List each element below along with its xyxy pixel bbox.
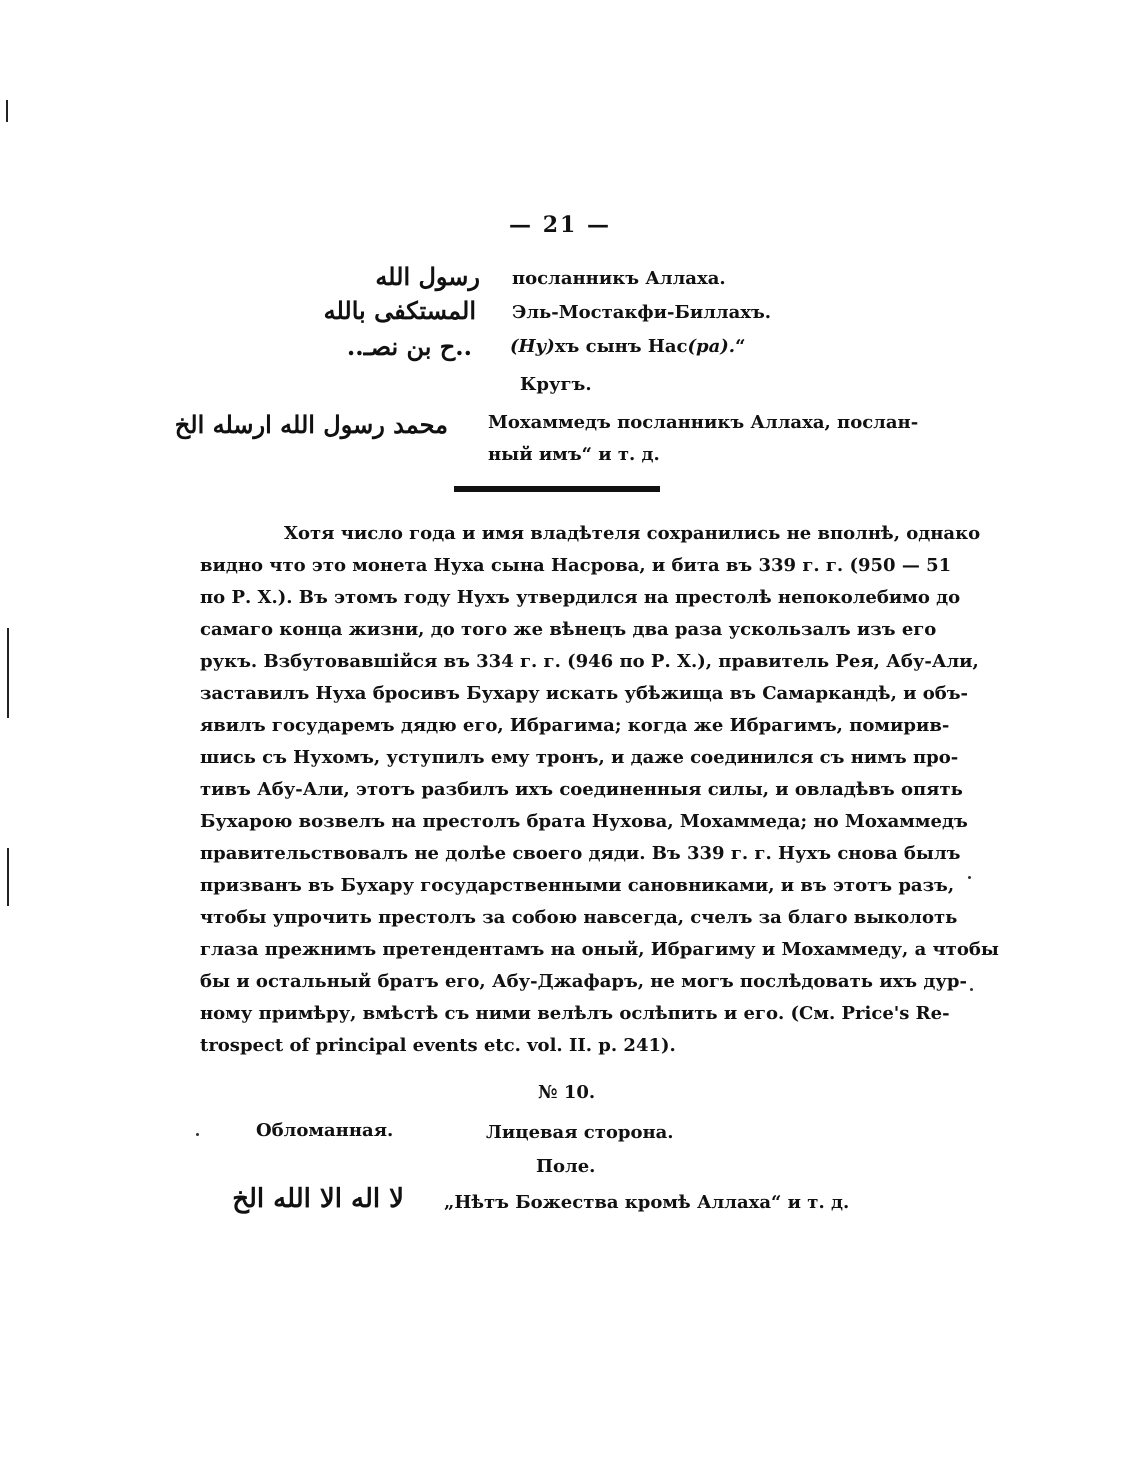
paragraph-line: правительствовалъ не долѣе своего дяди. Въ 339 г. г. Нухъ снова былъ [200,843,961,864]
paragraph-line: призванъ въ Бухару государственными сановниками, и въ этотъ разъ, [200,875,955,896]
scan-edge-mark [7,848,9,906]
field-heading: Поле. [536,1156,596,1177]
paragraph-line: тивъ Абу-Али, этотъ разбилъ ихъ соединенныя силы, и овладѣвъ опять [200,779,963,800]
scan-speck [970,988,973,991]
coin-number: № 10. [538,1082,596,1103]
section-divider [454,486,660,492]
translation-line: Эль-Мостакфи-Биллахъ. [512,302,772,323]
paragraph-line: шись съ Нухомъ, уступилъ ему тронъ, и даже соединился съ нимъ про- [200,747,959,768]
translation-line: посланникъ Аллаха. [512,268,726,289]
scan-edge-mark [7,628,9,718]
scan-speck [196,1133,199,1136]
restored-text: (ра). [687,336,736,357]
paragraph-line: чтобы упрочить престолъ за собою навсегда, счелъ за благо выколоть [200,907,958,928]
paragraph-line: Хотя число года и имя владѣтеля сохранились не вполнѣ, однако [284,523,981,544]
paragraph-line: бы и остальный братъ его, Абу-Джафаръ, не могъ послѣдовать ихъ дур- [200,971,967,992]
paragraph-line: видно что это монета Нуха сына Насрова, и бита въ 339 г. г. (950 — 51 [200,555,952,576]
coin-condition: Обломанная. [256,1120,394,1141]
coin-side: Лицевая сторона. [486,1122,674,1143]
paragraph-line: заставилъ Нуха бросивъ Бухару искать убѣжища въ Самаркандѣ, и объ- [200,683,969,704]
translation-line: Мохаммедъ посланникъ Аллаха, послан- [488,412,919,433]
restored-text: (Ну) [510,336,555,357]
translation-line: ный имъ“ и т. д. [488,444,660,465]
scan-speck [968,876,971,879]
arabic-inscription: رسول الله [375,262,480,291]
paragraph-line: рукъ. Взбутовавшійся въ 334 г. г. (946 по Р. Х.), правитель Рея, Абу-Али, [200,651,979,672]
paragraph-line: самаго конца жизни, до того же вѣнецъ два раза ускользалъ изъ его [200,619,937,640]
paragraph-line: явилъ государемъ дядю его, Ибрагима; когда же Ибрагимъ, помирив- [200,715,950,736]
translation-line: „Нѣтъ Божества кромѣ Аллаха“ и т. д. [444,1192,850,1213]
arabic-inscription: المستكفى بالله [323,296,476,325]
paragraph-line: глаза прежнимъ претендентамъ на оный, Ибрагиму и Мохаммеду, а чтобы [200,939,999,960]
arabic-inscription: لا اله الا الله الخ [232,1184,404,1214]
arabic-inscription: ..ح بن نصـ.. [346,332,472,361]
paragraph-line: Бухарою возвелъ на престолъ брата Нухова, Мохаммеда; но Мохаммедъ [200,811,968,832]
paragraph-line: ному примѣру, вмѣстѣ съ ними велѣлъ ослѣпить и его. (См. Price's Re- [200,1003,950,1024]
paragraph-line: trospect of principal events etc. vol. II. p. 241). [200,1035,676,1056]
translation-line: (Ну)хъ сынъ Нас(ра).“ [510,336,746,357]
paragraph-line: по Р. Х.). Въ этомъ году Нухъ утвердился на престолѣ непоколебимо до [200,587,961,608]
page-number: — 21 — [509,212,611,238]
arabic-inscription: محمد رسول الله ارسله الخ [174,410,448,439]
circle-heading: Кругъ. [520,374,592,395]
scan-edge-mark [6,100,8,122]
